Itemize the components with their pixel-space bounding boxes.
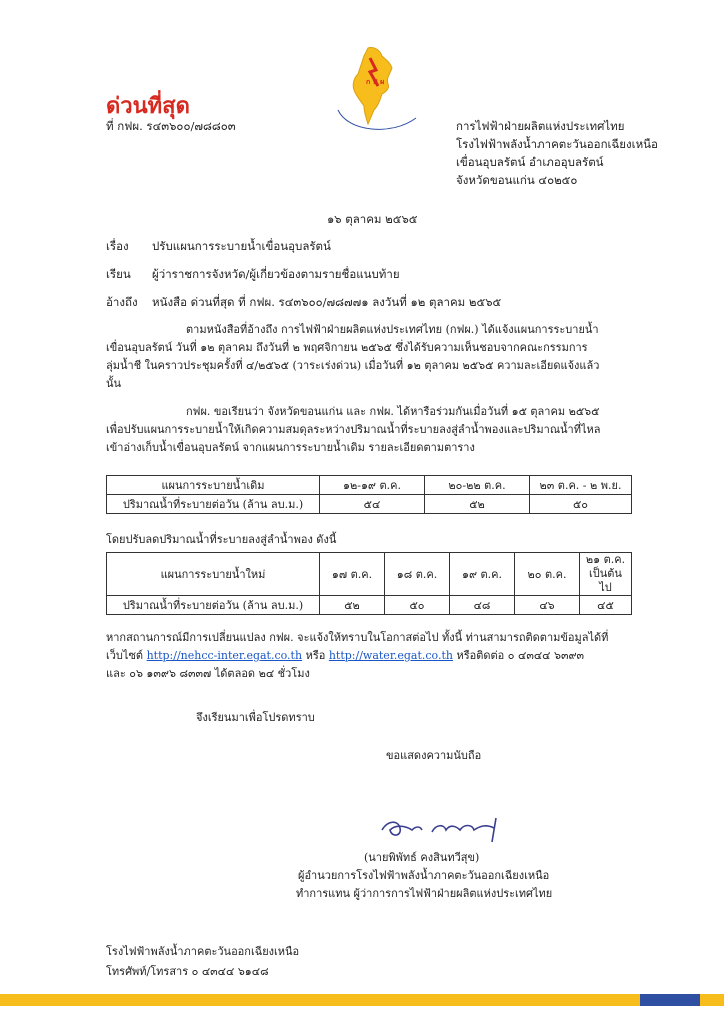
para2-line1: กฟผ. ขอเรียนว่า จังหวัดขอนแก่น และ กฟผ. ได้หารือร่วมกันเมื่อวันที่ ๑๕ ตุลาคม ๒๕๖๕ (186, 405, 600, 418)
old-plan-value-3: ๕๐ (530, 495, 632, 514)
signer-name: (นายพิพัทธ์ คงสินทวีสุข) (364, 851, 480, 864)
old-plan-header-label: แผนการระบายน้ำเดิม (107, 476, 320, 495)
logo-initials: ก ฟ ผ (366, 78, 385, 86)
address-line-4: จังหวัดขอนแก่น ๔๐๒๕๐ (456, 173, 578, 187)
para2-line2: เพื่อปรับแผนการระบายน้ำให้เกิดความสมดุลระหว่างปริมาณน้ำที่ระบายลงสู่ลำน้ำพองและปริมาณน้ำที่ไหล (106, 423, 601, 436)
new-plan-date-5-line2: เป็นต้นไป (589, 567, 622, 594)
old-plan-value-1: ๕๔ (320, 495, 425, 514)
footer-phone: โทรศัพท์/โทรสาร ๐ ๔๓๔๔ ๖๑๔๘ (106, 965, 269, 978)
signature-image (376, 808, 526, 848)
table-row (107, 476, 632, 495)
signer-on-behalf: ทำการแทน ผู้ว่าการการไฟฟ้าฝ่ายผลิตแห่งประเทศไทย (296, 887, 553, 900)
signer-title: ผู้อำนวยการโรงไฟฟ้าพลังน้ำภาคตะวันออกเฉียงเหนือ (298, 869, 550, 882)
urgent-heading: ด่วนที่สุด (106, 93, 190, 119)
regards-text: ขอแสดงความนับถือ (386, 749, 482, 762)
para2-line3: เข้าอ่างเก็บน้ำเขื่อนอุบลรัตน์ จากแผนการระบายน้ำเดิม รายละเอียดตามตาราง (106, 441, 475, 454)
address-line-1: การไฟฟ้าฝ่ายผลิตแห่งประเทศไทย (456, 119, 625, 133)
new-plan-header-label: แผนการระบายน้ำใหม่ (107, 553, 320, 596)
subject-label: เรื่อง (106, 239, 129, 253)
or-text: หรือ (305, 649, 326, 662)
table-row (107, 553, 632, 596)
new-plan-value-5: ๔๕ (580, 596, 632, 615)
new-plan-date-5-line1: ๒๑ ต.ค. (585, 553, 626, 566)
para1-line2: เขื่อนอุบลรัตน์ วันที่ ๑๒ ตุลาคม ถึงวันที่ ๒ พฤศจิกายน ๒๕๖๕ ซึ่งได้รับความเห็นชอบจากคณะกรรมการ (106, 341, 588, 354)
footer-bar (0, 994, 724, 1006)
para3-line3: และ ๐๖ ๑๓๙๖ ๘๓๓๗ ได้ตลอด ๒๔ ชั่วโมง (106, 667, 310, 680)
new-plan-value-1: ๕๒ (320, 596, 385, 615)
new-plan-date-3: ๑๙ ต.ค. (450, 553, 515, 596)
table-row (107, 495, 632, 514)
new-plan-date-1: ๑๗ ต.ค. (320, 553, 385, 596)
footer-bar-yellow (0, 994, 640, 1006)
para3-line2 (106, 646, 584, 664)
footer-bar-yellow-end (700, 994, 724, 1006)
table-row (107, 596, 632, 615)
para1-line4: นั้น (106, 377, 122, 390)
old-plan-period-3: ๒๓ ต.ค. - ๒ พ.ย. (530, 476, 632, 495)
old-plan-period-2: ๒๐-๒๒ ต.ค. (425, 476, 530, 495)
to-text: ผู้ว่าราชการจังหวัด/ผู้เกี่ยวข้องตามรายชื่อแนบท้าย (152, 267, 400, 281)
new-plan-value-2: ๕๐ (385, 596, 450, 615)
reference-number: ที่ กฟผ. ร๔๓๖๐๐/๗๘๘๐๓ (106, 119, 236, 133)
adjustment-intro: โดยปรับลดปริมาณน้ำที่ระบายลงสู่ลำน้ำพอง ดังนี้ (106, 533, 337, 546)
new-plan-row-label: ปริมาณน้ำที่ระบายต่อวัน (ล้าน ลบ.ม.) (107, 596, 320, 615)
subject-text: ปรับแผนการระบายน้ำเขื่อนอุบลรัตน์ (152, 239, 331, 253)
address-line-2: โรงไฟฟ้าพลังน้ำภาคตะวันออกเฉียงเหนือ (456, 137, 658, 151)
to-label: เรียน (106, 267, 131, 281)
footer-department: โรงไฟฟ้าพลังน้ำภาคตะวันออกเฉียงเหนือ (106, 945, 300, 958)
old-plan-row-label: ปริมาณน้ำที่ระบายต่อวัน (ล้าน ลบ.ม.) (107, 495, 320, 514)
old-plan-table (106, 475, 632, 514)
website-link-water[interactable]: http://water.egat.co.th (328, 649, 453, 662)
ref-label: อ้างถึง (106, 295, 138, 309)
new-plan-date-5 (580, 553, 632, 596)
egat-logo (330, 40, 426, 140)
new-plan-value-4: ๔๖ (515, 596, 580, 615)
para3-line1: หากสถานการณ์มีการเปลี่ยนแปลง กฟผ. จะแจ้งให้ทราบในโอกาสต่อไป ทั้งนี้ ท่านสามารถติดตามข้อมูลได้ที่ (106, 631, 609, 644)
new-plan-date-4: ๒๐ ต.ค. (515, 553, 580, 596)
new-plan-value-3: ๔๘ (450, 596, 515, 615)
contact-text: หรือติดต่อ ๐ ๔๓๔๔ ๖๓๙๓ (456, 649, 585, 662)
address-line-3: เขื่อนอุบลรัตน์ อำเภออุบลรัตน์ (456, 155, 604, 169)
old-plan-period-1: ๑๒-๑๙ ต.ค. (320, 476, 425, 495)
ref-text: หนังสือ ด่วนที่สุด ที่ กฟผ. ร๔๓๖๐๐/๗๘๗๗๑ ลงวันที่ ๑๒ ตุลาคม ๒๕๖๕ (152, 295, 502, 309)
para1-line3: ลุ่มน้ำชี ในคราวประชุมครั้งที่ ๔/๒๕๖๕ (วาระเร่งด่วน) เมื่อวันที่ ๑๒ ตุลาคม ๒๕๖๕ ความละเอียดแจ้งแล้ว (106, 359, 600, 372)
website-prefix: เว็บไซต์ (106, 649, 144, 662)
closing-text: จึงเรียนมาเพื่อโปรดทราบ (196, 711, 315, 724)
website-link-nehcc[interactable]: http://nehcc-inter.egat.co.th (146, 649, 303, 662)
new-plan-date-2: ๑๘ ต.ค. (385, 553, 450, 596)
para1-line1: ตามหนังสือที่อ้างถึง การไฟฟ้าฝ่ายผลิตแห่งประเทศไทย (กฟผ.) ได้แจ้งแผนการระบายน้ำ (186, 323, 599, 336)
new-plan-table (106, 552, 632, 615)
old-plan-value-2: ๕๒ (425, 495, 530, 514)
document-date: ๑๖ ตุลาคม ๒๕๖๕ (327, 212, 418, 226)
